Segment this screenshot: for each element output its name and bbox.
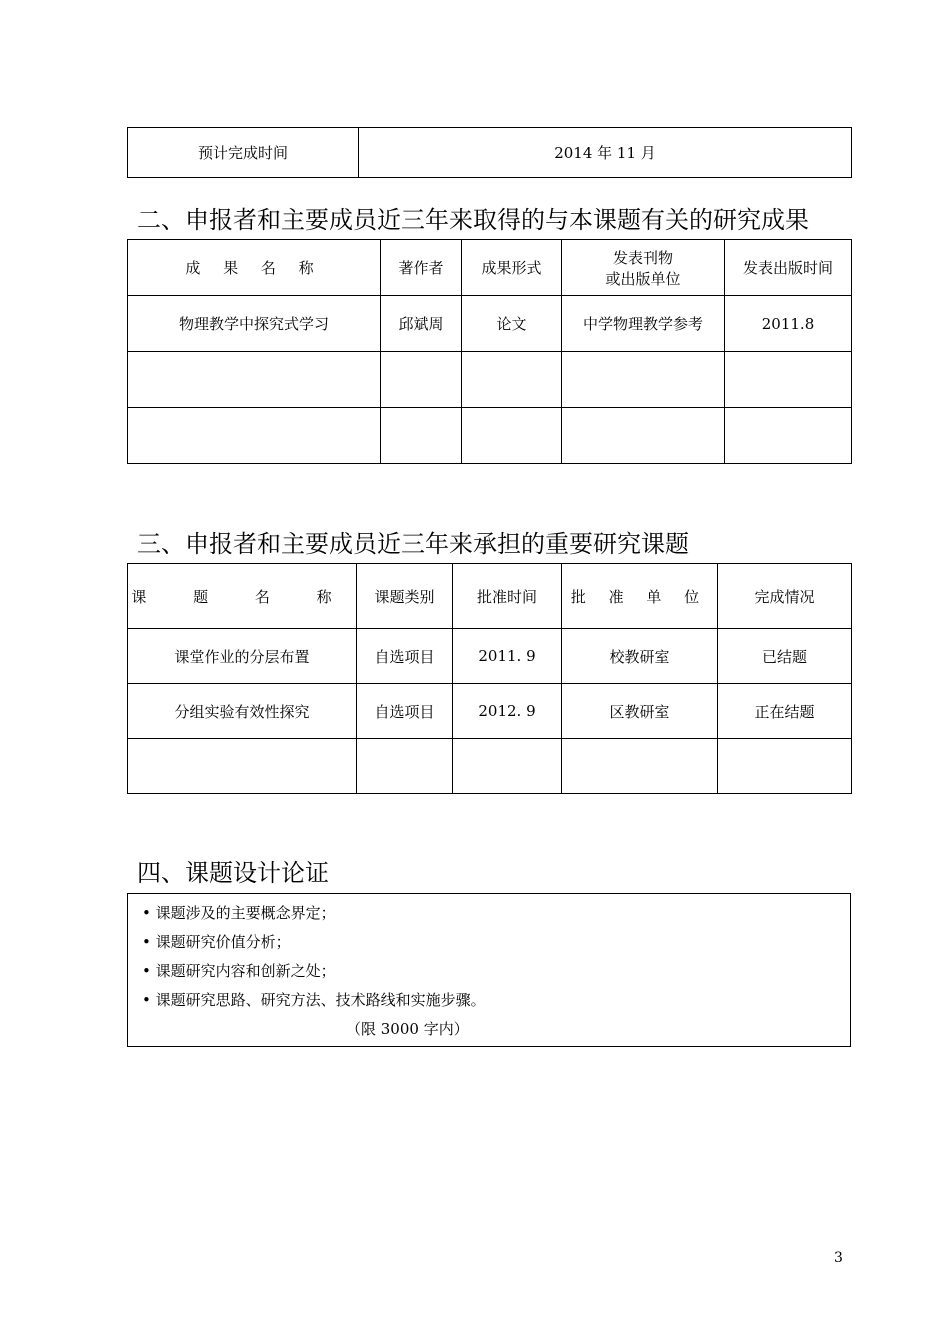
design-argument-box <box>127 893 851 1047</box>
completion-time-table <box>127 127 852 178</box>
table-cell: 自选项目 <box>357 629 453 684</box>
table-cell: 2012. 9 <box>453 684 562 739</box>
header-project-name: 课 题 名 称 <box>128 564 357 629</box>
header-publisher-line1: 发表刊物 <box>612 248 673 267</box>
completion-time-label: 预计完成时间 <box>128 128 359 178</box>
table-row <box>128 739 852 794</box>
table-cell: 中学物理教学参考 <box>562 296 725 352</box>
header-completion-status: 完成情况 <box>718 564 852 629</box>
table-header-row <box>128 240 852 296</box>
table-cell: 邱斌周 <box>381 296 462 352</box>
table-row <box>128 128 852 178</box>
table-cell: 校教研室 <box>562 629 718 684</box>
table-cell: 已结题 <box>718 629 852 684</box>
table-row <box>128 684 852 739</box>
table-cell <box>128 739 357 794</box>
table-cell <box>128 352 381 408</box>
table-cell: 2011.8 <box>725 296 852 352</box>
bullet-item: • 课题研究内容和创新之处； <box>142 962 336 980</box>
bullet-item: • 课题涉及的主要概念界定； <box>142 904 336 922</box>
header-approval-date: 批准时间 <box>453 564 562 629</box>
table-cell <box>718 739 852 794</box>
table-cell <box>462 408 562 464</box>
table-cell <box>381 408 462 464</box>
table-cell <box>562 352 725 408</box>
table-cell <box>562 408 725 464</box>
table-row <box>128 408 852 464</box>
completion-time-value: 2014 年 11 月 <box>359 128 852 178</box>
header-result-form: 成果形式 <box>462 240 562 296</box>
table-cell <box>357 739 453 794</box>
header-publisher-line2: 或出版单位 <box>605 269 681 288</box>
section-2-title: 二、申报者和主要成员近三年来取得的与本课题有关的研究成果 <box>137 206 809 234</box>
table-header-row <box>128 564 852 629</box>
table-cell <box>462 352 562 408</box>
bullet-item: • 课题研究思路、研究方法、技术路线和实施步骤。 <box>142 991 486 1009</box>
table-cell <box>725 352 852 408</box>
table-row <box>128 629 852 684</box>
table-cell: 正在结题 <box>718 684 852 739</box>
table-cell: 物理教学中探究式学习 <box>128 296 381 352</box>
header-publish-date: 发表出版时间 <box>725 240 852 296</box>
header-result-name: 成 果 名 称 <box>128 240 381 296</box>
table-cell <box>381 352 462 408</box>
header-project-type: 课题类别 <box>357 564 453 629</box>
header-approval-unit: 批 准 单 位 <box>562 564 718 629</box>
research-results-table <box>127 239 852 464</box>
header-author: 著作者 <box>381 240 462 296</box>
table-row <box>128 296 852 352</box>
table-cell: 自选项目 <box>357 684 453 739</box>
table-row <box>128 352 852 408</box>
table-cell: 区教研室 <box>562 684 718 739</box>
table-cell: 分组实验有效性探究 <box>128 684 357 739</box>
page-number: 3 <box>834 1250 843 1266</box>
table-cell <box>562 739 718 794</box>
table-cell: 论文 <box>462 296 562 352</box>
bullet-item: • 课题研究价值分析； <box>142 933 291 951</box>
table-cell: 课堂作业的分层布置 <box>128 629 357 684</box>
table-cell <box>453 739 562 794</box>
table-cell <box>128 408 381 464</box>
table-cell <box>725 408 852 464</box>
header-publisher <box>562 240 725 296</box>
word-limit-note: （限 3000 字内） <box>346 1020 469 1038</box>
table-cell: 2011. 9 <box>453 629 562 684</box>
section-3-title: 三、申报者和主要成员近三年来承担的重要研究课题 <box>137 530 689 558</box>
research-projects-table <box>127 563 852 794</box>
section-4-title: 四、课题设计论证 <box>137 859 329 887</box>
